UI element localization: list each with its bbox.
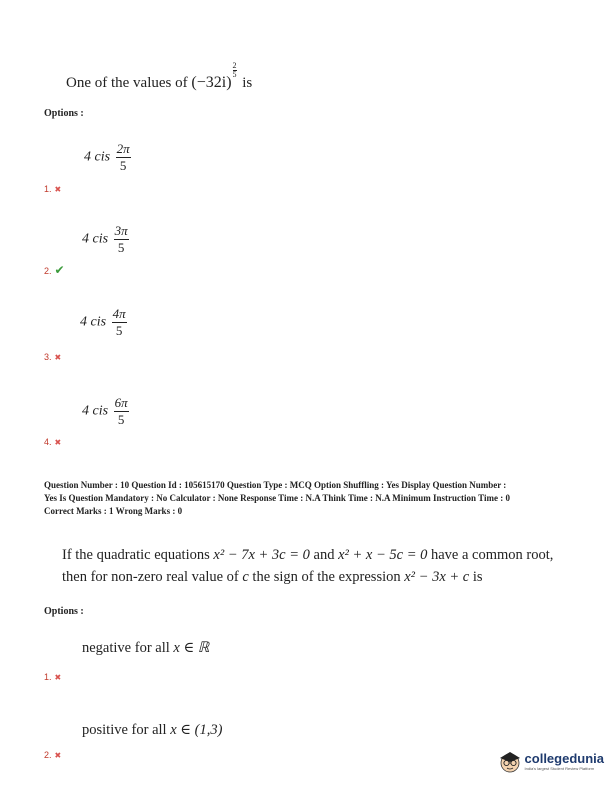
question1-option-2[interactable] (44, 263, 65, 277)
option-number: 2. (44, 266, 52, 276)
q2-equation-2: x² + x − 5c = 0 (338, 547, 428, 563)
question1-options-label: Options : (44, 108, 84, 119)
meta-line-3: Correct Marks : 1 Wrong Marks : 0 (44, 506, 183, 516)
logo-name: collegedunia (524, 751, 604, 766)
question1-stem-prefix: One of the values of (66, 75, 188, 91)
question1-exponent (233, 62, 237, 79)
logo-tagline: India's largest Student Review Platform (524, 766, 595, 771)
question2-option-2-text (82, 722, 222, 739)
wrong-icon: ✖ (54, 751, 62, 760)
option-coefficient: 4 cis (84, 149, 111, 165)
q2-line2-suffix: is (472, 569, 483, 585)
option-numerator: 3π (114, 223, 128, 238)
question2-option-1-text (82, 640, 209, 657)
meta-line-1: Question Number : 10 Question Id : 105615170 Question Type : MCQ Option Shuffling : Yes Display Question Number : (44, 480, 507, 490)
q2-line2-mid: the sign of the expression (252, 569, 401, 585)
question1-option-4-math (82, 396, 129, 427)
option-number: 1. (44, 184, 52, 194)
q2-line1-suffix: have a common root, (430, 547, 554, 563)
question1-option-2-math (82, 224, 129, 255)
question2-options-label: Options : (44, 606, 84, 617)
option-number: 4. (44, 437, 52, 447)
option-numerator: 4π (112, 306, 126, 321)
option-coefficient: 4 cis (82, 231, 109, 247)
option-number: 3. (44, 352, 52, 362)
wrong-icon: ✖ (54, 185, 62, 194)
question2-line-2 (62, 566, 553, 588)
q2-equation-1: x² − 7x + 3c = 0 (213, 547, 310, 563)
option-fraction (116, 142, 131, 173)
question1-option-1[interactable] (44, 184, 61, 194)
q2-variable-c: c (242, 569, 249, 585)
question1-stem-base: (−32i) (191, 74, 232, 91)
wrong-icon: ✖ (54, 438, 62, 447)
wrong-icon: ✖ (54, 673, 62, 682)
option-fraction (114, 396, 129, 427)
meta-line-2: Yes Is Question Mandatory : No Calculator : None Response Time : N.A Think Time : N.A Minimum Instruction Time : 0 (44, 493, 510, 503)
q2-line2-prefix: then for non-zero real value of (62, 569, 239, 585)
option-text: negative for all (82, 640, 170, 656)
option-denominator: 5 (117, 412, 125, 427)
q2-expression: x² − 3x + c (404, 569, 470, 585)
q2-and: and (313, 547, 335, 563)
question1-option-3[interactable] (44, 352, 61, 362)
option-numerator: 6π (114, 395, 128, 410)
question1-stem (66, 62, 252, 92)
option-fraction (114, 224, 129, 255)
option-fraction (112, 307, 127, 338)
question2-option-2[interactable] (44, 750, 61, 760)
check-icon: ✔ (54, 263, 65, 277)
option-denominator: 5 (115, 323, 123, 338)
q2-line1-prefix: If the quadratic equations (62, 547, 210, 563)
exponent-denominator: 5 (232, 70, 237, 79)
option-coefficient: 4 cis (80, 314, 107, 330)
collegedunia-logo (497, 748, 604, 776)
option-numerator: 2π (116, 141, 130, 156)
question-meta (44, 479, 584, 518)
mascot-icon (497, 748, 523, 776)
question2-option-1[interactable] (44, 672, 61, 682)
option-number: 1. (44, 672, 52, 682)
exponent-numerator: 2 (232, 61, 237, 70)
option-number: 2. (44, 750, 52, 760)
question1-option-4[interactable] (44, 437, 61, 447)
question1-option-1-math (84, 142, 131, 173)
question2-stem (62, 544, 553, 588)
option-denominator: 5 (119, 158, 127, 173)
question2-line-1 (62, 544, 553, 566)
wrong-icon: ✖ (54, 353, 62, 362)
option-denominator: 5 (117, 240, 125, 255)
option-text: positive for all (82, 722, 167, 738)
question1-stem-suffix: is (242, 75, 253, 91)
question1-option-3-math (80, 307, 127, 338)
option-math: x ∈ (1,3) (170, 722, 223, 738)
option-math: x ∈ ℝ (173, 640, 210, 656)
option-coefficient: 4 cis (82, 403, 109, 419)
